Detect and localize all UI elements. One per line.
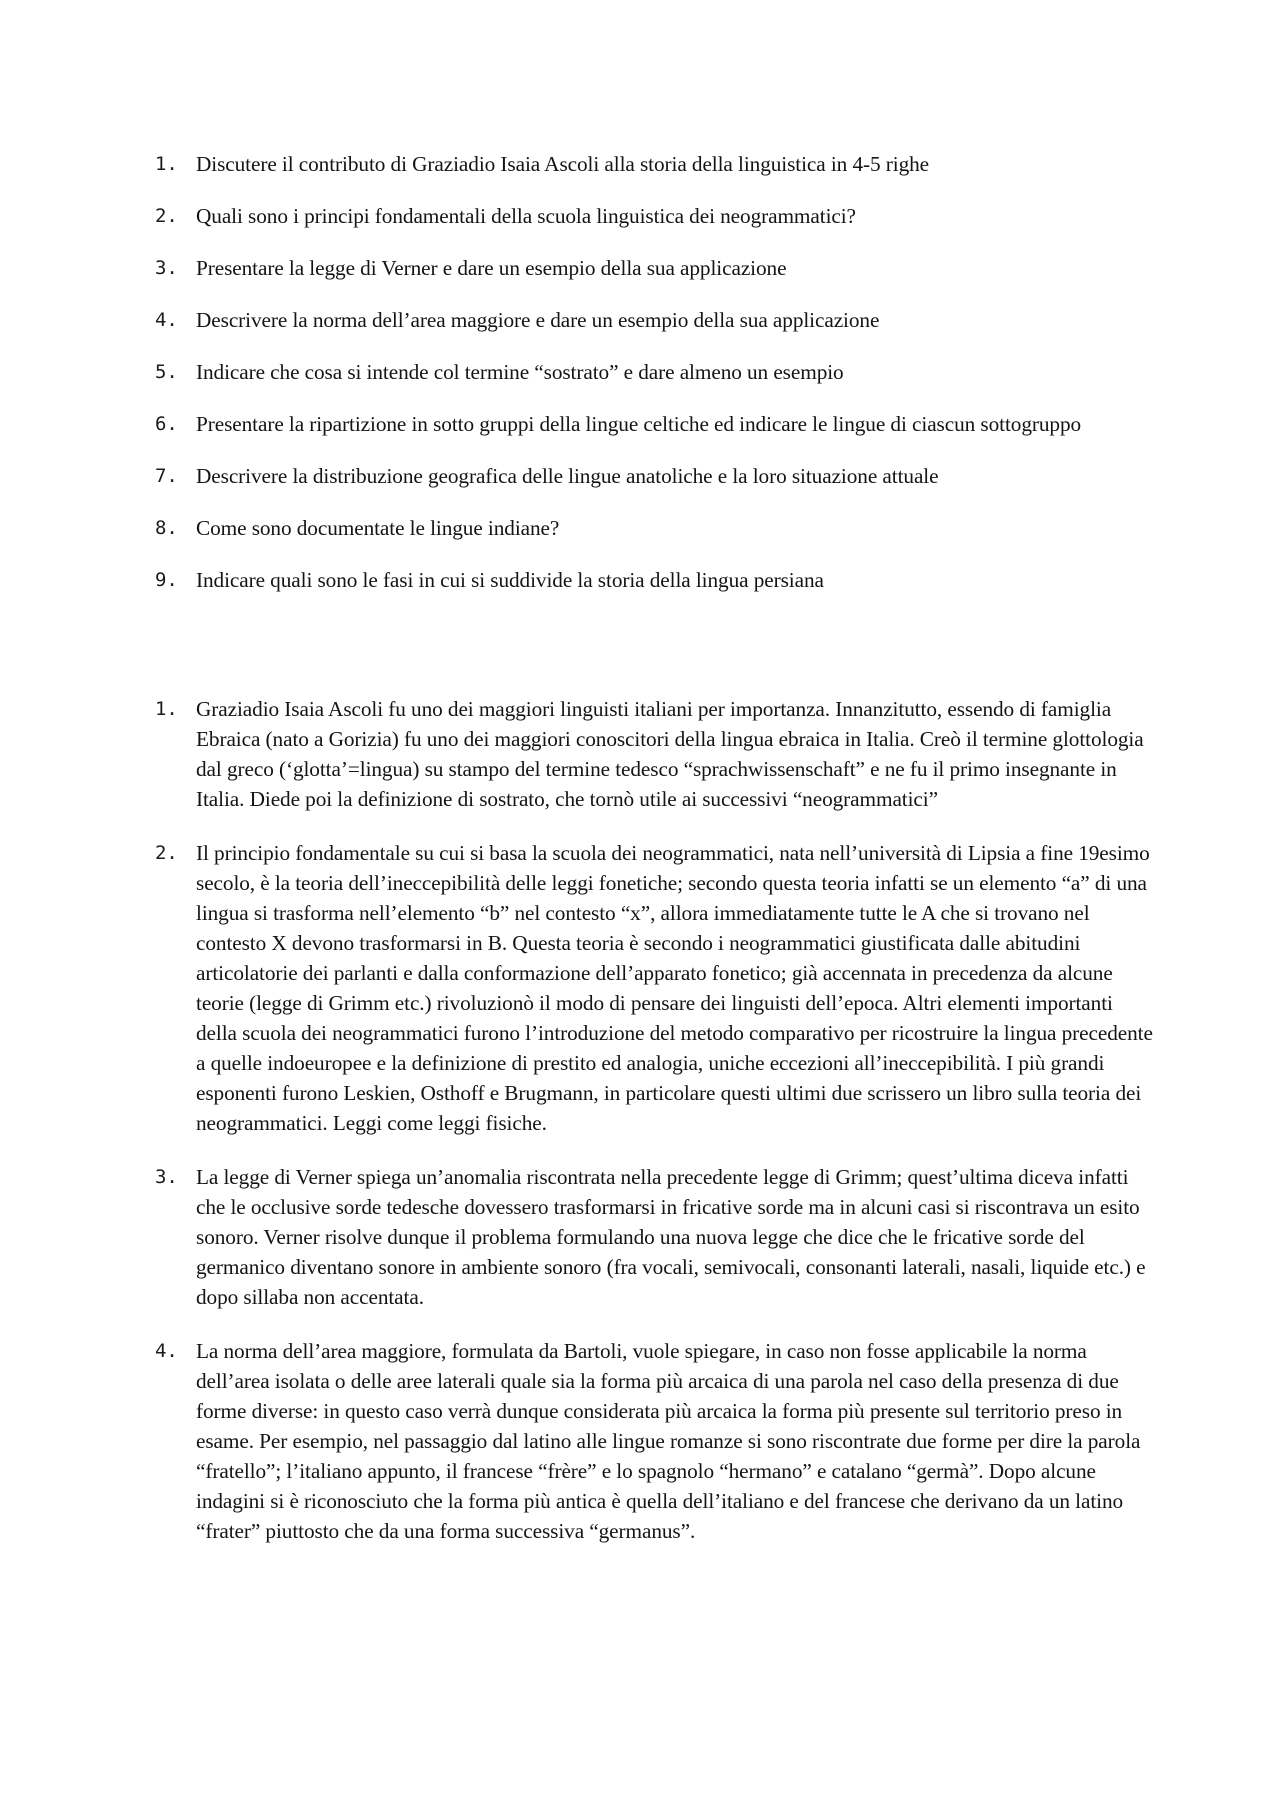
question-text: Descrivere la norma dell’area maggiore e dare un esempio della sua applicazione bbox=[196, 308, 880, 332]
question-item bbox=[155, 461, 1155, 491]
list-number: 1. bbox=[155, 698, 178, 720]
question-item bbox=[155, 565, 1155, 595]
question-item bbox=[155, 409, 1155, 439]
answer-text: Il principio fondamentale su cui si basa la scuola dei neogrammatici, nata nell’università di Lipsia a fine 19esimo secolo, è la teoria dell’ineccepibilità delle leggi fonetiche; secondo questa teoria infatti se un elemento “a” di una lingua si trasforma nell’elemento “b” nel contesto “x”, allora immediatamente tutte le A che si trovano nel contesto X devono trasformarsi in B. Questa teoria è secondo i neogrammatici giustificata dalle abitudini articolatorie dei parlanti e dalla conformazione dell’apparato fonetico; già accennata in precedenza da alcune teorie (legge di Grimm etc.) rivoluzionò il modo di pensare dei linguisti dell’epoca. Altri elementi importanti della scuola dei neogrammatici furono l’introduzione del metodo comparativo per ricostruire la lingua precedente a quelle indoeuropee e la definizione di prestito ed analogia, uniche eccezioni all’ineccepibilità. I più grandi esponenti furono Leskien, Osthoff e Brugmann, in particolare questi ultimi due scrissero un libro sulla teoria dei neogrammatici. Leggi come leggi fisiche. bbox=[196, 841, 1153, 1135]
list-number: 5. bbox=[155, 361, 178, 383]
question-list bbox=[155, 149, 1155, 617]
list-number: 4. bbox=[155, 309, 178, 331]
question-item bbox=[155, 253, 1155, 283]
question-text: Presentare la ripartizione in sotto gruppi della lingue celtiche ed indicare le lingue di ciascun sottogruppo bbox=[196, 412, 1082, 436]
question-text: Come sono documentate le lingue indiane? bbox=[196, 516, 560, 540]
question-text: Indicare quali sono le fasi in cui si suddivide la storia della lingua persiana bbox=[196, 568, 824, 592]
question-text: Indicare che cosa si intende col termine “sostrato” e dare almeno un esempio bbox=[196, 360, 844, 384]
list-number: 2. bbox=[155, 842, 178, 864]
list-number: 1. bbox=[155, 153, 178, 175]
list-number: 2. bbox=[155, 205, 178, 227]
list-number: 8. bbox=[155, 517, 178, 539]
answer-item bbox=[155, 1162, 1155, 1312]
question-item bbox=[155, 149, 1155, 179]
answer-text: La legge di Verner spiega un’anomalia riscontrata nella precedente legge di Grimm; quest’ultima diceva infatti che le occlusive sorde tedesche dovessero trasformarsi in fricative sorde ma in alcuni casi si riscontrava un esito sonoro. Verner risolve dunque il problema formulando una nuova legge che dice che le fricative sorde del germanico diventano sonore in ambiente sonoro (fra vocali, semivocali, consonanti laterali, nasali, liquide etc.) e dopo sillaba non accentata. bbox=[196, 1165, 1146, 1309]
question-text: Presentare la legge di Verner e dare un esempio della sua applicazione bbox=[196, 256, 787, 280]
list-number: 7. bbox=[155, 465, 178, 487]
question-text: Descrivere la distribuzione geografica delle lingue anatoliche e la loro situazione attuale bbox=[196, 464, 939, 488]
list-number: 6. bbox=[155, 413, 178, 435]
question-text: Discutere il contributo di Graziadio Isaia Ascoli alla storia della linguistica in 4-5 righe bbox=[196, 152, 930, 176]
answer-item bbox=[155, 1336, 1155, 1546]
answer-text: La norma dell’area maggiore, formulata da Bartoli, vuole spiegare, in caso non fosse applicabile la norma dell’area isolata o delle aree laterali quale sia la forma più arcaica di una parola nel caso della presenza di due forme diverse: in questo caso verrà dunque considerata più arcaica la forma più presente sul territorio preso in esame. Per esempio, nel passaggio dal latino alle lingue romanze si sono riscontrate due forme per dire la parola “fratello”; l’italiano appunto, il francese “frère” e lo spagnolo “hermano” e catalano “germà”. Dopo alcune indagini si è riconosciuto che la forma più antica è quella dell’italiano e del francese che derivano da un latino “frater” piuttosto che da una forma successiva “germanus”. bbox=[196, 1339, 1141, 1543]
answer-text: Graziadio Isaia Ascoli fu uno dei maggiori linguisti italiani per importanza. Innanzitutto, essendo di famiglia Ebraica (nato a Gorizia) fu uno dei maggiori conoscitori della lingua ebraica in Italia. Creò il termine glottologia dal greco (‘glotta’=lingua) su stampo del termine tedesco “sprachwissenschaft” e ne fu il primo insegnante in Italia. Diede poi la definizione di sostrato, che tornò utile ai successivi “neogrammatici” bbox=[196, 697, 1144, 811]
list-number: 9. bbox=[155, 569, 178, 591]
question-item bbox=[155, 305, 1155, 335]
list-number: 4. bbox=[155, 1340, 178, 1362]
question-item bbox=[155, 357, 1155, 387]
question-item bbox=[155, 513, 1155, 543]
answer-item bbox=[155, 838, 1155, 1138]
answer-item bbox=[155, 694, 1155, 814]
list-number: 3. bbox=[155, 257, 178, 279]
answer-list bbox=[155, 694, 1155, 1570]
question-text: Quali sono i principi fondamentali della scuola linguistica dei neogrammatici? bbox=[196, 204, 856, 228]
question-item bbox=[155, 201, 1155, 231]
list-number: 3. bbox=[155, 1166, 178, 1188]
